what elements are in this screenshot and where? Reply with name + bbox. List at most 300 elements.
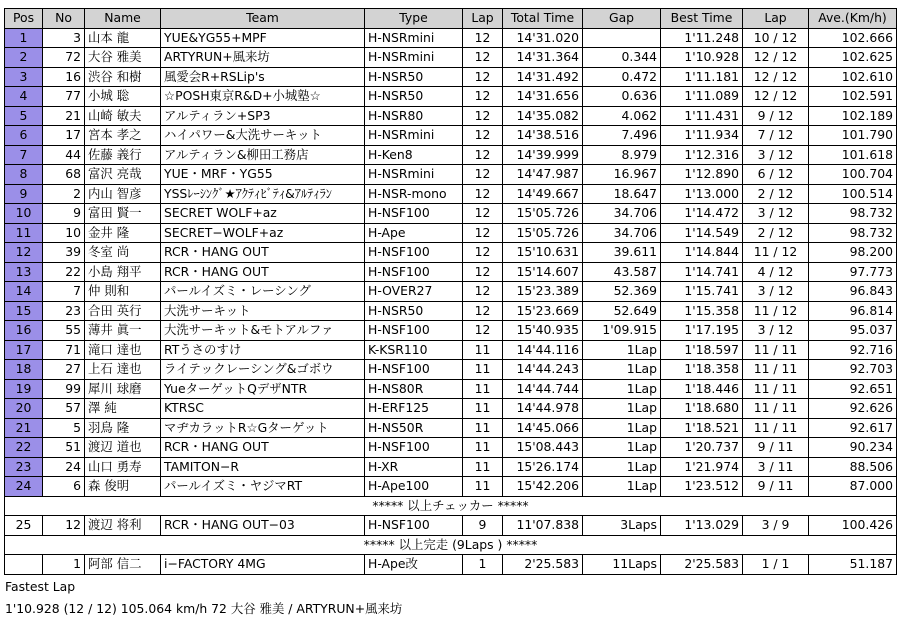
cell-best-lap: 3 / 12: [743, 321, 809, 341]
cell-best-time: 1'18.597: [661, 340, 743, 360]
cell-team: 風愛会R+RSLip's: [161, 67, 365, 87]
cell-team: KTRSC: [161, 399, 365, 419]
cell-name: 富田 賢一: [85, 204, 161, 224]
result-row: [5, 106, 897, 126]
cell-best-time: 1'21.974: [661, 457, 743, 477]
cell-team: YUE&YG55+MPF: [161, 28, 365, 48]
result-row: [5, 28, 897, 48]
cell-name: 森 俊明: [85, 477, 161, 497]
cell-name: 金井 隆: [85, 223, 161, 243]
cell-best-time: 1'13.029: [661, 516, 743, 536]
cell-type: H-Ken8: [365, 145, 463, 165]
cell-team: i−FACTORY 4MG: [161, 555, 365, 575]
cell-total-time: 15'10.631: [503, 243, 583, 263]
cell-lap: 1: [463, 555, 503, 575]
cell-best-lap: 12 / 12: [743, 48, 809, 68]
result-row: [5, 301, 897, 321]
cell-total-time: 14'44.243: [503, 360, 583, 380]
header-best-lap: Lap: [743, 9, 809, 29]
cell-team: RCR・HANG OUT: [161, 438, 365, 458]
cell-type: H-NSF100: [365, 438, 463, 458]
header-row: [5, 9, 897, 29]
cell-total-time: 14'31.020: [503, 28, 583, 48]
cell-name: 合田 英行: [85, 301, 161, 321]
cell-gap: 18.647: [583, 184, 661, 204]
cell-type: H-NSR50: [365, 87, 463, 107]
cell-no: 24: [43, 457, 85, 477]
cell-type: H-NSR-mono: [365, 184, 463, 204]
cell-best-lap: 11 / 11: [743, 340, 809, 360]
cell-no: 68: [43, 165, 85, 185]
finish-note-row: [5, 535, 897, 555]
cell-gap: 0.472: [583, 67, 661, 87]
result-row: [5, 67, 897, 87]
cell-type: H-NSR50: [365, 67, 463, 87]
cell-name: 大谷 雅美: [85, 48, 161, 68]
cell-average-speed: 98.732: [809, 223, 897, 243]
cell-best-lap: 12 / 12: [743, 67, 809, 87]
cell-type: H-NSF100: [365, 516, 463, 536]
cell-total-time: 15'14.607: [503, 262, 583, 282]
cell-best-time: 1'11.248: [661, 28, 743, 48]
cell-pos: 11: [5, 223, 43, 243]
fastest-lap-title: Fastest Lap: [5, 579, 76, 594]
cell-gap: 39.611: [583, 243, 661, 263]
cell-name: 富沢 亮哉: [85, 165, 161, 185]
cell-name: 仲 則和: [85, 282, 161, 302]
cell-best-time: 1'15.741: [661, 282, 743, 302]
finish-note: ***** 以上完走 (9Laps ) *****: [5, 535, 897, 555]
cell-lap: 11: [463, 379, 503, 399]
cell-no: 72: [43, 48, 85, 68]
cell-lap: 11: [463, 418, 503, 438]
result-row: [5, 126, 897, 146]
cell-total-time: 14'31.656: [503, 87, 583, 107]
cell-lap: 12: [463, 321, 503, 341]
cell-total-time: 14'39.999: [503, 145, 583, 165]
cell-team: マヂカラットR☆Gターゲット: [161, 418, 365, 438]
result-row: [5, 516, 897, 536]
cell-total-time: 14'31.364: [503, 48, 583, 68]
cell-type: H-NSF100: [365, 204, 463, 224]
cell-name: 滝口 達也: [85, 340, 161, 360]
cell-best-lap: 11 / 11: [743, 360, 809, 380]
cell-best-time: 1'17.195: [661, 321, 743, 341]
result-row: [5, 282, 897, 302]
cell-gap: 0.344: [583, 48, 661, 68]
cell-total-time: 14'44.116: [503, 340, 583, 360]
cell-lap: 11: [463, 457, 503, 477]
cell-name: 渡辺 将利: [85, 516, 161, 536]
cell-best-lap: 11 / 11: [743, 379, 809, 399]
cell-gap: 1Lap: [583, 418, 661, 438]
cell-lap: 12: [463, 165, 503, 185]
cell-type: H-NSR80: [365, 106, 463, 126]
cell-total-time: 14'44.744: [503, 379, 583, 399]
cell-type: H-OVER27: [365, 282, 463, 302]
cell-team: パールイズミ・レーシング: [161, 282, 365, 302]
cell-team: ライテックレーシング&ゴボウ: [161, 360, 365, 380]
cell-team: RCR・HANG OUT: [161, 262, 365, 282]
cell-type: H-Ape100: [365, 477, 463, 497]
cell-no: 21: [43, 106, 85, 126]
result-row: [5, 457, 897, 477]
cell-team: アルティラン+SP3: [161, 106, 365, 126]
cell-team: ARTYRUN+風来坊: [161, 48, 365, 68]
cell-lap: 12: [463, 145, 503, 165]
cell-pos: 15: [5, 301, 43, 321]
cell-best-time: 1'18.446: [661, 379, 743, 399]
cell-best-time: 1'14.549: [661, 223, 743, 243]
cell-name: 薄井 眞一: [85, 321, 161, 341]
cell-lap: 12: [463, 301, 503, 321]
result-row: [5, 243, 897, 263]
cell-name: 内山 智彦: [85, 184, 161, 204]
cell-best-time: 1'14.472: [661, 204, 743, 224]
cell-best-lap: 7 / 12: [743, 126, 809, 146]
cell-pos: 12: [5, 243, 43, 263]
cell-no: 77: [43, 87, 85, 107]
cell-average-speed: 92.617: [809, 418, 897, 438]
cell-total-time: 15'08.443: [503, 438, 583, 458]
cell-gap: [583, 28, 661, 48]
cell-average-speed: 98.732: [809, 204, 897, 224]
cell-pos: 25: [5, 516, 43, 536]
cell-name: 上石 達也: [85, 360, 161, 380]
cell-name: 山口 勇寿: [85, 457, 161, 477]
cell-name: 山本 龍: [85, 28, 161, 48]
cell-type: H-Ape改: [365, 555, 463, 575]
cell-team: SECRET WOLF+az: [161, 204, 365, 224]
cell-team: アルティラン&柳田工務店: [161, 145, 365, 165]
cell-name: 渡辺 道也: [85, 438, 161, 458]
result-row: [5, 477, 897, 497]
header-type: Type: [365, 9, 463, 29]
cell-pos: 9: [5, 184, 43, 204]
cell-name: 羽鳥 隆: [85, 418, 161, 438]
cell-best-lap: 3 / 12: [743, 145, 809, 165]
cell-best-time: 2'25.583: [661, 555, 743, 575]
cell-team: YueターゲットQデザNTR: [161, 379, 365, 399]
cell-team: RTうさのすけ: [161, 340, 365, 360]
cell-best-lap: 3 / 12: [743, 282, 809, 302]
cell-average-speed: 97.773: [809, 262, 897, 282]
cell-best-time: 1'11.431: [661, 106, 743, 126]
result-row: [5, 321, 897, 341]
cell-gap: 0.636: [583, 87, 661, 107]
cell-name: 渋谷 和樹: [85, 67, 161, 87]
cell-best-lap: 11 / 11: [743, 399, 809, 419]
cell-lap: 11: [463, 360, 503, 380]
cell-gap: 1'09.915: [583, 321, 661, 341]
cell-no: 6: [43, 477, 85, 497]
result-row: [5, 340, 897, 360]
cell-type: H-NSF100: [365, 360, 463, 380]
cell-no: 16: [43, 67, 85, 87]
cell-average-speed: 101.790: [809, 126, 897, 146]
cell-pos: 19: [5, 379, 43, 399]
cell-team: ☆POSH東京R&D+小城塾☆: [161, 87, 365, 107]
cell-no: 1: [43, 555, 85, 575]
result-row: [5, 418, 897, 438]
cell-pos: 8: [5, 165, 43, 185]
cell-name: 佐藤 義行: [85, 145, 161, 165]
cell-gap: 1Lap: [583, 360, 661, 380]
cell-average-speed: 101.618: [809, 145, 897, 165]
cell-total-time: 11'07.838: [503, 516, 583, 536]
result-row: [5, 204, 897, 224]
header-no: No: [43, 9, 85, 29]
cell-gap: 16.967: [583, 165, 661, 185]
cell-gap: 1Lap: [583, 438, 661, 458]
cell-lap: 12: [463, 126, 503, 146]
cell-gap: 43.587: [583, 262, 661, 282]
cell-gap: 52.649: [583, 301, 661, 321]
cell-pos: 20: [5, 399, 43, 419]
cell-name: 小城 聡: [85, 87, 161, 107]
cell-lap: 12: [463, 67, 503, 87]
cell-average-speed: 102.189: [809, 106, 897, 126]
cell-team: YUE・MRF・YG55: [161, 165, 365, 185]
cell-no: 2: [43, 184, 85, 204]
result-row: [5, 555, 897, 575]
cell-best-time: 1'11.934: [661, 126, 743, 146]
cell-average-speed: 95.037: [809, 321, 897, 341]
cell-best-time: 1'18.680: [661, 399, 743, 419]
cell-gap: 8.979: [583, 145, 661, 165]
cell-pos: 7: [5, 145, 43, 165]
result-row: [5, 184, 897, 204]
cell-gap: 1Lap: [583, 379, 661, 399]
cell-best-time: 1'18.358: [661, 360, 743, 380]
cell-no: 39: [43, 243, 85, 263]
header-total-time: Total Time: [503, 9, 583, 29]
cell-best-time: 1'15.358: [661, 301, 743, 321]
cell-pos: [5, 555, 43, 575]
cell-pos: 1: [5, 28, 43, 48]
header-gap: Gap: [583, 9, 661, 29]
cell-team: 大洗サーキット: [161, 301, 365, 321]
cell-type: K-KSR110: [365, 340, 463, 360]
cell-best-time: 1'12.890: [661, 165, 743, 185]
cell-lap: 11: [463, 477, 503, 497]
cell-total-time: 14'31.492: [503, 67, 583, 87]
cell-no: 71: [43, 340, 85, 360]
results-table: [4, 8, 897, 575]
header-name: Name: [85, 9, 161, 29]
result-row: [5, 360, 897, 380]
cell-total-time: 14'47.987: [503, 165, 583, 185]
result-row: [5, 48, 897, 68]
cell-gap: 34.706: [583, 223, 661, 243]
cell-type: H-NSRmini: [365, 165, 463, 185]
cell-lap: 12: [463, 184, 503, 204]
cell-average-speed: 98.200: [809, 243, 897, 263]
cell-best-time: 1'11.089: [661, 87, 743, 107]
cell-best-lap: 3 / 11: [743, 457, 809, 477]
cell-type: H-NS50R: [365, 418, 463, 438]
result-row: [5, 145, 897, 165]
cell-no: 57: [43, 399, 85, 419]
result-row: [5, 262, 897, 282]
cell-no: 51: [43, 438, 85, 458]
cell-type: H-NSF100: [365, 243, 463, 263]
cell-type: H-ERF125: [365, 399, 463, 419]
cell-name: 小島 翔平: [85, 262, 161, 282]
cell-best-time: 1'13.000: [661, 184, 743, 204]
cell-average-speed: 96.814: [809, 301, 897, 321]
cell-pos: 24: [5, 477, 43, 497]
cell-best-time: 1'18.521: [661, 418, 743, 438]
cell-type: H-NSF100: [365, 262, 463, 282]
cell-average-speed: 92.703: [809, 360, 897, 380]
cell-pos: 10: [5, 204, 43, 224]
cell-total-time: 15'23.389: [503, 282, 583, 302]
cell-name: 阿部 信二: [85, 555, 161, 575]
cell-type: H-NSF100: [365, 321, 463, 341]
cell-type: H-NSRmini: [365, 28, 463, 48]
cell-no: 22: [43, 262, 85, 282]
cell-type: H-NS80R: [365, 379, 463, 399]
cell-average-speed: 88.506: [809, 457, 897, 477]
cell-team: YSSﾚｰｼﾝｸﾞ★ｱｸﾃｨﾋﾞﾃｨ&ｱﾙﾃｨﾗﾝ: [161, 184, 365, 204]
cell-pos: 3: [5, 67, 43, 87]
cell-lap: 11: [463, 438, 503, 458]
cell-best-lap: 12 / 12: [743, 87, 809, 107]
cell-total-time: 15'05.726: [503, 223, 583, 243]
cell-team: RCR・HANG OUT−03: [161, 516, 365, 536]
cell-type: H-NSRmini: [365, 48, 463, 68]
cell-gap: 52.369: [583, 282, 661, 302]
cell-no: 5: [43, 418, 85, 438]
result-row: [5, 165, 897, 185]
cell-lap: 12: [463, 48, 503, 68]
cell-total-time: 14'38.516: [503, 126, 583, 146]
cell-gap: 7.496: [583, 126, 661, 146]
cell-average-speed: 100.426: [809, 516, 897, 536]
cell-no: 7: [43, 282, 85, 302]
cell-lap: 12: [463, 28, 503, 48]
cell-best-lap: 9 / 11: [743, 477, 809, 497]
cell-team: ハイパワー&大洗サーキット: [161, 126, 365, 146]
result-row: [5, 438, 897, 458]
cell-best-lap: 2 / 12: [743, 223, 809, 243]
cell-lap: 11: [463, 399, 503, 419]
cell-no: 10: [43, 223, 85, 243]
cell-pos: 17: [5, 340, 43, 360]
cell-average-speed: 102.625: [809, 48, 897, 68]
cell-gap: 1Lap: [583, 340, 661, 360]
cell-best-lap: 3 / 9: [743, 516, 809, 536]
cell-total-time: 15'05.726: [503, 204, 583, 224]
cell-no: 27: [43, 360, 85, 380]
result-row: [5, 87, 897, 107]
cell-average-speed: 87.000: [809, 477, 897, 497]
header-lap: Lap: [463, 9, 503, 29]
cell-lap: 12: [463, 223, 503, 243]
checker-note: ***** 以上チェッカー *****: [5, 496, 897, 516]
result-row: [5, 399, 897, 419]
header-pos: Pos: [5, 9, 43, 29]
cell-average-speed: 92.626: [809, 399, 897, 419]
cell-average-speed: 92.716: [809, 340, 897, 360]
cell-lap: 12: [463, 243, 503, 263]
cell-pos: 18: [5, 360, 43, 380]
fastest-lap-text: 1'10.928 (12 / 12) 105.064 km/h 72 大谷 雅美 / ARTYRUN+風来坊: [5, 601, 403, 616]
cell-best-time: 1'14.844: [661, 243, 743, 263]
cell-lap: 12: [463, 106, 503, 126]
cell-pos: 22: [5, 438, 43, 458]
cell-best-lap: 2 / 12: [743, 184, 809, 204]
cell-name: 犀川 球磨: [85, 379, 161, 399]
cell-gap: 34.706: [583, 204, 661, 224]
cell-no: 99: [43, 379, 85, 399]
cell-gap: 1Lap: [583, 477, 661, 497]
cell-type: H-XR: [365, 457, 463, 477]
cell-best-lap: 1 / 1: [743, 555, 809, 575]
cell-type: H-Ape: [365, 223, 463, 243]
cell-total-time: 14'44.978: [503, 399, 583, 419]
cell-best-time: 1'11.181: [661, 67, 743, 87]
cell-average-speed: 51.187: [809, 555, 897, 575]
cell-no: 12: [43, 516, 85, 536]
cell-average-speed: 90.234: [809, 438, 897, 458]
cell-pos: 4: [5, 87, 43, 107]
cell-name: 山崎 敏夫: [85, 106, 161, 126]
cell-no: 44: [43, 145, 85, 165]
cell-best-lap: 4 / 12: [743, 262, 809, 282]
cell-average-speed: 102.610: [809, 67, 897, 87]
result-row: [5, 223, 897, 243]
cell-average-speed: 100.704: [809, 165, 897, 185]
cell-name: 宮本 孝之: [85, 126, 161, 146]
cell-gap: 1Lap: [583, 457, 661, 477]
cell-no: 23: [43, 301, 85, 321]
cell-best-lap: 11 / 11: [743, 418, 809, 438]
cell-pos: 21: [5, 418, 43, 438]
cell-gap: 11Laps: [583, 555, 661, 575]
cell-lap: 12: [463, 262, 503, 282]
cell-gap: 4.062: [583, 106, 661, 126]
cell-team: パールイズミ・ヤジマRT: [161, 477, 365, 497]
cell-total-time: 15'40.935: [503, 321, 583, 341]
cell-pos: 23: [5, 457, 43, 477]
cell-average-speed: 96.843: [809, 282, 897, 302]
results-body: [5, 28, 897, 574]
cell-best-time: 1'23.512: [661, 477, 743, 497]
cell-total-time: 2'25.583: [503, 555, 583, 575]
header-best-time: Best Time: [661, 9, 743, 29]
cell-total-time: 15'23.669: [503, 301, 583, 321]
cell-pos: 6: [5, 126, 43, 146]
cell-average-speed: 92.651: [809, 379, 897, 399]
cell-team: RCR・HANG OUT: [161, 243, 365, 263]
cell-lap: 11: [463, 340, 503, 360]
cell-best-time: 1'20.737: [661, 438, 743, 458]
cell-best-time: 1'12.316: [661, 145, 743, 165]
cell-best-lap: 11 / 12: [743, 301, 809, 321]
cell-pos: 16: [5, 321, 43, 341]
cell-best-lap: 9 / 11: [743, 438, 809, 458]
cell-pos: 5: [5, 106, 43, 126]
cell-pos: 13: [5, 262, 43, 282]
cell-average-speed: 102.591: [809, 87, 897, 107]
results-table-wrapper: [4, 8, 897, 575]
cell-average-speed: 100.514: [809, 184, 897, 204]
cell-team: 大洗サーキット&モトアルファ: [161, 321, 365, 341]
cell-best-lap: 6 / 12: [743, 165, 809, 185]
cell-best-lap: 3 / 12: [743, 204, 809, 224]
